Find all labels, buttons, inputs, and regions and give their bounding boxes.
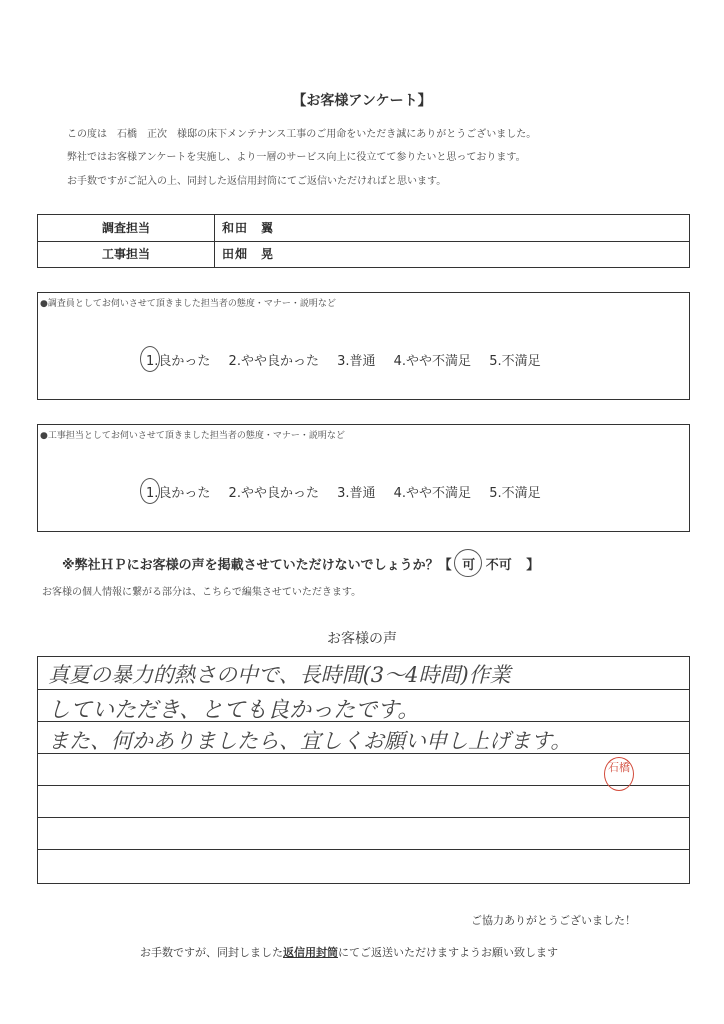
- hp-permission-question: [62, 554, 539, 573]
- hp-option-yes[interactable]: 可: [462, 558, 476, 573]
- rating-option-3[interactable]: 3.普通: [337, 486, 376, 501]
- page-title: 【お客様アンケート】: [292, 93, 432, 109]
- question-text: ●工事担当としてお伺いさせて頂きました担当者の態度・マナー・説明など: [40, 431, 345, 441]
- staff-row-survey: [38, 215, 689, 242]
- footer-before: お手数ですが、同封しました: [140, 946, 283, 959]
- voice-handwritten-line-1: 真夏の暴力的熱さの中で、長時間(3〜4時間)作業: [48, 663, 511, 687]
- selection-circle: [140, 478, 160, 504]
- hp-option-yes-wrap[interactable]: [456, 554, 481, 573]
- intro-line-1: この度は 石橋 正次 様邸の床下メンテナンス工事のご用命をいただき誠にありがとうございました。: [67, 129, 537, 140]
- hp-question-close: 】: [526, 558, 540, 573]
- footer-text: [140, 944, 558, 960]
- ruled-line: [38, 849, 689, 850]
- staff-table: [37, 214, 690, 268]
- selection-circle: [454, 549, 482, 577]
- name-seal-stamp: 石橋: [604, 757, 634, 791]
- question-box-survey: [37, 292, 690, 400]
- ruled-line: [38, 817, 689, 818]
- question-text: ●調査員としてお伺いさせて頂きました担当者の態度・マナー・説明など: [40, 299, 336, 309]
- survey-staff-name: 和田 翼: [222, 221, 275, 235]
- survey-staff-label: 調査担当: [38, 215, 215, 241]
- footer-after: にてご返送いただけますようお願い致します: [338, 946, 558, 959]
- question-box-work: [37, 424, 690, 532]
- intro-line-3: お手数ですがご記入の上、同封した返信用封筒にてご返信いただければと思います。: [67, 176, 447, 187]
- selection-circle: [140, 346, 160, 372]
- rating-options: [146, 482, 555, 501]
- hp-note: お客様の個人情報に繋がる部分は、こちらで編集させていただきます。: [42, 587, 362, 598]
- work-staff-name: 田畑 晃: [222, 247, 275, 261]
- rating-option-2[interactable]: 2.やや良かった: [228, 354, 319, 369]
- rating-option-2[interactable]: 2.やや良かった: [228, 486, 319, 501]
- hp-question-text: ※弊社ＨＰにお客様の声を掲載させていただけないでしょうか？【: [62, 558, 452, 573]
- ruled-line: [38, 689, 689, 690]
- rating-option-4[interactable]: 4.やや不満足: [393, 354, 472, 369]
- staff-row-work: [38, 241, 689, 267]
- intro-line-2: 弊社ではお客様アンケートを実施し、より一層のサービス向上に役立てて参りたいと思っております。: [67, 152, 526, 163]
- voice-lined-area: [37, 656, 690, 884]
- rating-options: [146, 350, 555, 369]
- voice-handwritten-line-2: していただき、とても良かったです。: [48, 698, 420, 723]
- hp-option-no[interactable]: 不可: [485, 558, 512, 573]
- thanks-text: ご協力ありがとうございました！: [471, 914, 636, 927]
- rating-option-4[interactable]: 4.やや不満足: [393, 486, 472, 501]
- rating-option-5[interactable]: 5.不満足: [489, 486, 541, 501]
- work-staff-label: 工事担当: [38, 241, 215, 267]
- rating-option-1[interactable]: 1.良かった: [146, 354, 211, 369]
- ruled-line: [38, 785, 689, 786]
- rating-option-1[interactable]: 1.良かった: [146, 486, 211, 501]
- rating-option-5[interactable]: 5.不満足: [489, 354, 541, 369]
- voice-title: お客様の声: [327, 631, 397, 647]
- rating-option-3[interactable]: 3.普通: [337, 354, 376, 369]
- voice-handwritten-line-3: また、何かありましたら、宜しくお願い申し上げます。: [48, 729, 572, 753]
- footer-envelope: 返信用封筒: [283, 946, 338, 959]
